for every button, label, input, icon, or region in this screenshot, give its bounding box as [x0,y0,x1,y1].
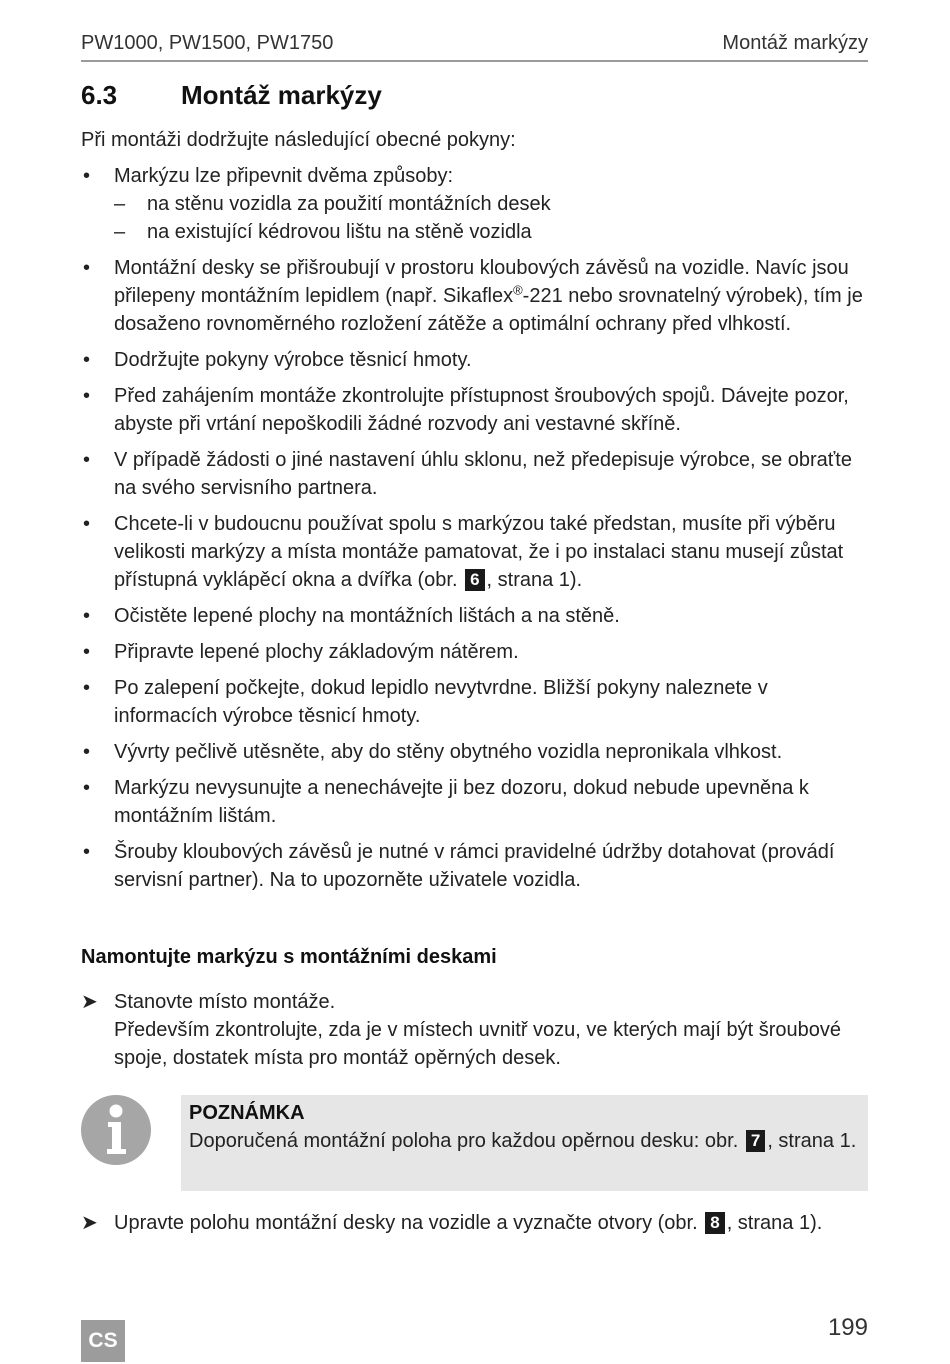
bullet-text: Před zahájením montáže zkontrolujte přístupnost šroubových spojů. Dávejte pozor, abyste při vrtání nepoškodili žádné rozvody ani vestavné skříně. [114,385,849,435]
list-item [81,838,871,894]
list-item [81,602,871,630]
bullet-text: V případě žádosti o jiné nastavení úhlu sklonu, než předepisuje výrobce, se obraťte na svého servisního partnera. [114,449,852,499]
bullet-text: Montážní desky se přišroubují v prostoru kloubových závěsů na vozidle. Navíc jsou přilepeny montážním lepidlem (např. Sikaflex [114,257,849,307]
section-title: Montáž markýzy [181,80,382,110]
step-text-continued: , strana 1). [726,1212,823,1234]
procedure-heading: Namontujte markýzu s montážními deskami [81,946,497,968]
header-model-list: PW1000, PW1500, PW1750 [81,32,334,54]
bullet-text: Šrouby kloubových závěsů je nutné v rámci pravidelné údržby dotahovat (provádí servisní partner). Na to upozorněte uživatele vozidla. [114,841,835,891]
bullet-symbol: • [83,777,91,799]
bullet-symbol: • [83,741,91,763]
registered-mark: ® [513,282,523,298]
header-chapter-title: Montáž markýzy [722,32,868,54]
list-item [81,382,871,438]
bullet-text: Po zalepení počkejte, dokud lepidlo nevytvrdne. Bližší pokyny naleznete v informacích výrobce těsnicí hmoty. [114,677,768,727]
list-item [81,510,871,594]
bullet-text: Dodržujte pokyny výrobce těsnicí hmoty. [114,349,472,371]
list-item [81,446,871,502]
bullet-symbol: • [83,449,91,471]
bullet-text: Markýzu lze připevnit dvěma způsoby: [114,165,454,187]
sub-list-item [114,218,871,246]
list-item [81,162,871,246]
page-number: 199 [827,1314,868,1341]
info-icon [81,1095,151,1165]
bullet-text: Chcete-li v budoucnu používat spolu s markýzou také předstan, musíte při výběru velikosti markýzy a místa montáže pamatovat, že i po instalaci stanu musejí zůstat přístupná vyklápěcí okna a dvířka (obr. [114,513,844,591]
list-item [81,254,871,338]
figure-reference: 8 [705,1212,724,1234]
list-item [81,346,871,374]
bullet-text: Očistěte lepené plochy na montážních lištách a na stěně. [114,605,620,627]
instruction-step [81,988,871,1072]
instruction-step [81,1209,871,1237]
intro-text: Při montáži dodržujte následující obecné pokyny: [81,129,516,151]
bullet-symbol: • [83,641,91,663]
step-text: Upravte polohu montážní desky na vozidle a vyznačte otvory (obr. [114,1212,698,1234]
bullet-list [81,162,871,902]
dash-symbol: – [114,221,126,243]
sub-list-item [114,190,871,218]
page-header [81,30,868,62]
list-item [81,738,871,766]
bullet-text-continued: , strana 1). [486,569,583,591]
bullet-symbol: • [83,257,91,279]
arrow-icon: ➤ [81,991,98,1013]
note-text-continued: , strana 1. [767,1130,857,1152]
bullet-text: Vývrty pečlivě utěsněte, aby do stěny obytného vozidla nepronikala vlhkost. [114,741,783,763]
figure-reference: 6 [465,569,484,591]
bullet-symbol: • [83,349,91,371]
list-item [81,774,871,830]
note-text [189,1127,860,1155]
note-box [181,1095,868,1191]
bullet-text: Markýzu nevysunujte a nenechávejte ji bez dozoru, dokud nebude upevněna k montážním lištám. [114,777,809,827]
section-heading [81,80,382,111]
step-text: Stanovte místo montáže. [114,991,336,1013]
bullet-symbol: • [83,165,91,187]
list-item [81,638,871,666]
bullet-text-continued: -221 nebo srovnatelný výrobek), tím je dosaženo rovnoměrného rozložení zátěže a optimální ochrany před vlhkostí. [114,285,863,335]
sub-item-text: na existující kédrovou lištu na stěně vozidla [147,221,532,243]
note-title: POZNÁMKA [189,1102,305,1124]
sub-item-text: na stěnu vozidla za použití montážních desek [147,193,551,215]
step-detail: Především zkontrolujte, zda je v místech uvnitř vozu, ve kterých mají být šroubové spoje, dostatek místa pro montáž opěrných desek. [114,1019,841,1069]
section-number: 6.3 [81,80,118,110]
language-badge: CS [81,1320,125,1362]
bullet-symbol: • [83,677,91,699]
bullet-symbol: • [83,841,91,863]
dash-symbol: – [114,193,126,215]
bullet-symbol: • [83,605,91,627]
bullet-symbol: • [83,385,91,407]
bullet-symbol: • [83,513,91,535]
list-item [81,674,871,730]
note-text-main: Doporučená montážní poloha pro každou opěrnou desku: obr. [189,1130,739,1152]
bullet-text: Připravte lepené plochy základovým nátěrem. [114,641,519,663]
arrow-icon: ➤ [81,1212,98,1234]
figure-reference: 7 [746,1130,765,1152]
